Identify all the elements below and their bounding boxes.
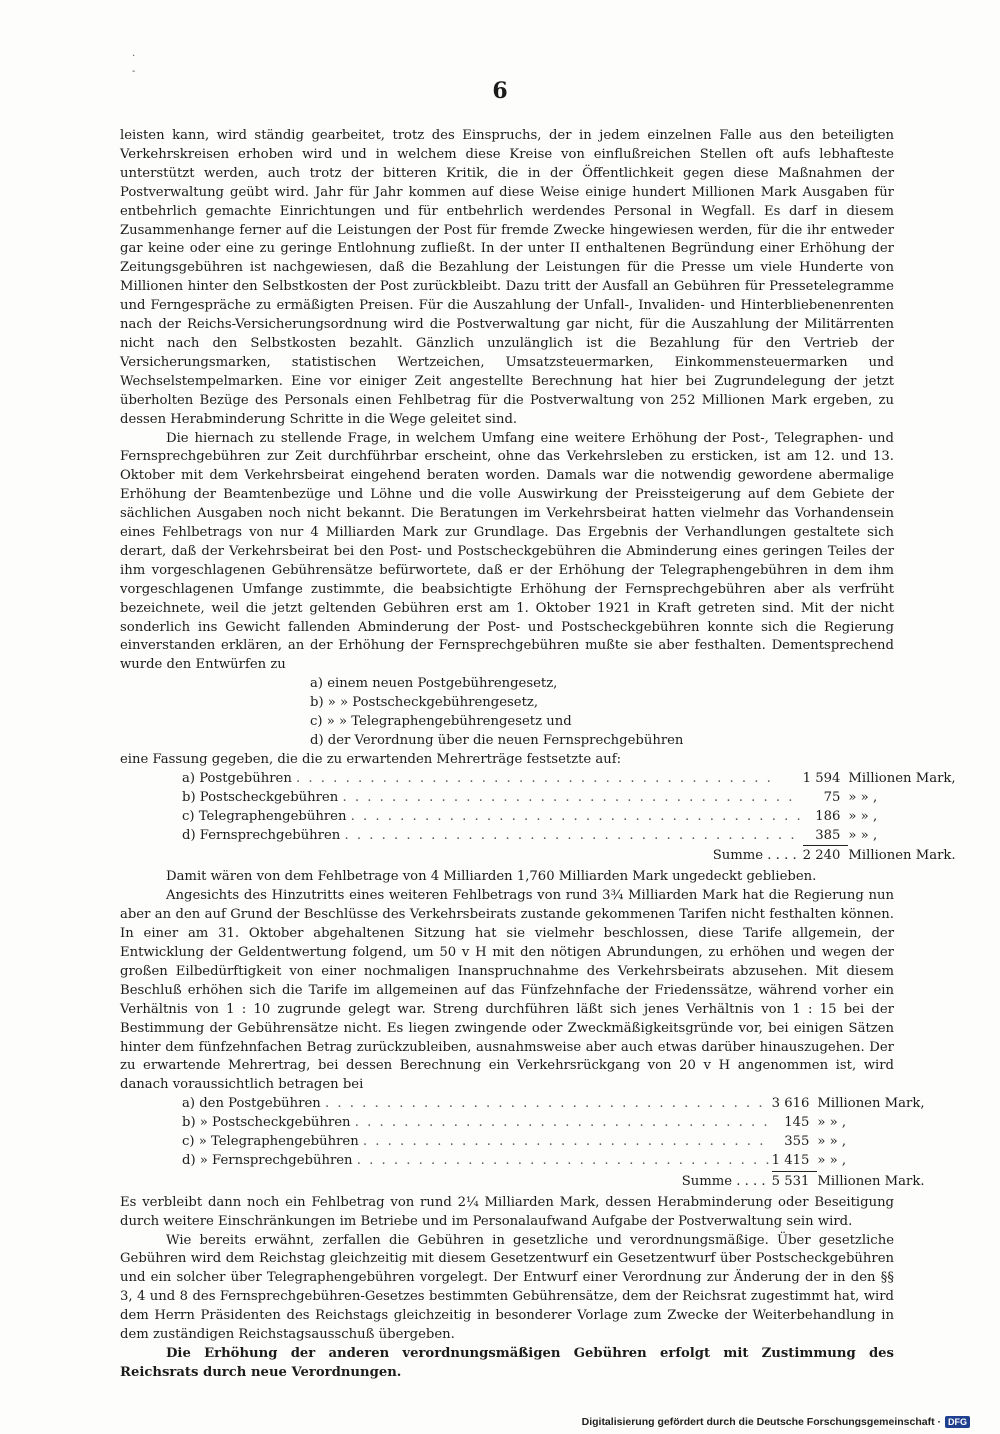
draft-list bbox=[120, 675, 894, 751]
row-label: b) Postscheckgebühren bbox=[182, 789, 339, 805]
sum-amount: 2 240 bbox=[803, 846, 849, 866]
sum-amount: 5 531 bbox=[772, 1171, 818, 1191]
table-row: d) Fernsprechgebühren . . . . . . . . . . . . . . . . . . . . . . . . . . . . . . . . . . . . . 385 » » , bbox=[120, 827, 956, 846]
document-body bbox=[120, 127, 956, 1383]
stray-mark: . bbox=[132, 48, 136, 59]
paragraph: leisten kann, wird ständig gearbeitet, trotz des Einspruchs, der in jedem einzelnen Falle aus den beteiligten Verkehrskreisen erhoben wird und in welchem diese Kreise von einflußreichen Stellen oft aufs lebhafteste unterstützt werden, auch trotz der bitteren Kritik, die in der Öffentlichkeit gegen diese Maßnahmen der Postverwaltung geübt wird. Jahr für Jahr kommen auf diese Weise einige hundert Millionen Mark Ausgaben für entbehrlich gemachte Einrichtungen und für entbehrlich werdendes Personal in Wegfall. Es darf in diesem Zusammenhange ferner auf die Leistungen der Post für fremde Zwecke hingewiesen werden, für die ihr entweder gar keine oder eine zu geringe Entlohnung zufließt. In der unter II enthaltenen Begründung einer Erhöhung der Zeitungsgebühren ist nachgewiesen, daß die Bezahlung der Leistungen für die Presse um viele Hunderte von Millionen hinter den Selbstkosten der Post zurückbleibt. Dazu tritt der Ausfall an Gebühren für Pressetelegramme und Ferngespräche zu ermäßigten Preisen. Für die Auszahlung der Unfall-, Invaliden- und Hinterbliebenenrenten nach der Reichs-Versicherungsordnung wird die Postverwaltung gar nicht, für die Auszahlung der Militärrenten nicht nach den Selbstkosten bezahlt. Gänzlich unzulänglich ist die Bezahlung für den Vertrieb der Versicherungsmarken, statistischen Wertzeichen, Umsatzsteuermarken, Einkommensteuermarken und Wechselstempelmarken. Eine vor einiger Zeit angestellte Berechnung hat hier bei Zugrundelegung der jetzt überholten Bezüge des Personals einen Fehlbetrag für die Postverwaltung von 252 Millionen Mark ergeben, zu dessen Herabminderung Schritte in die Wege geleitet sind. bbox=[120, 128, 894, 427]
digitization-credit bbox=[582, 1416, 970, 1428]
row-label: c) » Telegraphengebühren bbox=[182, 1134, 359, 1150]
list-item: b) » » Postscheckgebührengesetz, bbox=[310, 695, 539, 711]
row-amount: 186 bbox=[815, 808, 841, 824]
row-amount: 1 594 bbox=[802, 770, 841, 786]
list-item: c) » » Telegraphengebührengesetz und bbox=[310, 714, 572, 730]
row-label: d) » Fernsprechgebühren bbox=[182, 1153, 353, 1169]
row-unit: » » , bbox=[848, 828, 878, 844]
paragraph: eine Fassung gegeben, die die zu erwartenden Mehrerträge festsetzte auf: bbox=[120, 751, 622, 767]
table-row: c) » Telegraphengebühren . . . . . . . . . . . . . . . . . . . . . . . . . . . . . . . . . 355 » » , bbox=[120, 1133, 925, 1152]
sum-label: Summe . . . . bbox=[712, 848, 797, 864]
paragraph: Damit wären von dem Fehlbetrage von 4 Milliarden 1,760 Milliarden Mark ungedeckt geblieben. bbox=[166, 869, 817, 885]
revenue-table-2 bbox=[120, 1095, 925, 1192]
table-row: d) » Fernsprechgebühren . . . . . . . . . . . . . . . . . . . . . . . . . . . . . . . . . . 1 415 » » , bbox=[120, 1152, 925, 1171]
row-unit: Millionen Mark, bbox=[848, 770, 956, 786]
row-amount: 75 bbox=[823, 789, 841, 805]
sum-row bbox=[120, 1171, 925, 1191]
paragraph: Die Erhöhung der anderen verordnungsmäßigen Gebühren erfolgt mit Zustimmung des Reichsrats durch neue Verordnungen. bbox=[120, 1346, 894, 1380]
table-row: b) » Postscheckgebühren . . . . . . . . . . . . . . . . . . . . . . . . . . . . . . . . . . 145 » » , bbox=[120, 1114, 925, 1133]
row-unit: » » , bbox=[817, 1134, 847, 1150]
revenue-table-1 bbox=[120, 770, 956, 867]
stray-mark: - bbox=[132, 66, 136, 77]
row-unit: » » , bbox=[817, 1115, 847, 1131]
row-label: a) Postgebühren bbox=[182, 770, 292, 786]
page-number: 6 bbox=[492, 78, 508, 104]
row-unit: Millionen Mark, bbox=[817, 1096, 925, 1112]
row-label: a) den Postgebühren bbox=[182, 1096, 321, 1112]
row-unit: » » , bbox=[848, 789, 878, 805]
sum-unit: Millionen Mark. bbox=[848, 848, 956, 864]
row-label: b) » Postscheckgebühren bbox=[182, 1115, 351, 1131]
credit-text: Digitalisierung gefördert durch die Deutsche Forschungsgemeinschaft · bbox=[581, 1416, 941, 1428]
paragraph: Wie bereits erwähnt, zerfallen die Gebühren in gesetzliche und verordnungsmäßige. Über gesetzliche Gebühren wird dem Reichstag gleichzeitig mit diesem Gesetzentwurf ein Gesetzentwurf über Postscheckgebühren und ein solcher über Telegraphengebühren vorgelegt. Der Entwurf einer Verordnung zur Änderung der in den §§ 3, 4 und 8 des Fernsprechgebühren-Gesetzes bestimmten Gebührensätze, dem der Reichsrat zugestimmt hat, wird dem Herrn Präsidenten des Reichstags gleichzeitig in besonderer Vorlage zum Zwecke der Weiterbehandlung in dem zuständigen Reichstagsausschuß übergeben. bbox=[120, 1232, 894, 1343]
table-row: b) Postscheckgebühren . . . . . . . . . . . . . . . . . . . . . . . . . . . . . . . . . . . . . 75 » » , bbox=[120, 789, 956, 808]
paragraph: Die hiernach zu stellende Frage, in welchem Umfang eine weitere Erhöhung der Post-, Telegraphen- und Fernsprechgebühren zur Zeit durchführbar erscheint, ohne das Verkehrsleben zu ersticken, ist am 12. und 13. Oktober mit dem Verkehrsbeirat eingehend beraten worden. Damals war die notwendig gewordene abermalige Erhöhung der Beamtenbezüge und Löhne und die volle Auswirkung der Preissteigerung auf dem Gebiete der sächlichen Ausgaben noch nicht bekannt. Die Beratungen im Verkehrsbeirat hatten vielmehr das Vorhandensein eines Fehlbetrags von nur 4 Milliarden Mark zur Grundlage. Das Ergebnis der Verhandlungen gestaltete sich derart, daß der Verkehrsbeirat bei den Post- und Postscheckgebühren die Abminderung eines geringen Teiles der ihm vorgeschlagenen Gebührensätze befürwortete, daß er der Erhöhung der Telegraphengebühren in dem ihm vorgeschlagenen Umfange zustimmte, die beabsichtigte Erhöhung der Fernsprechgebühren aber als verfrüht bezeichnete, weil die jetzt geltenden Gebühren erst am 1. Oktober 1921 in Kraft getreten sind. Mit der nicht sonderlich ins Gewicht fallenden Abminderung der Post- und Postscheckgebühren konnte sich die Regierung einverstanden erklären, an der Erhöhung der Fernsprechgebühren mußte sie aber festhalten. Dementsprechend wurde den Entwürfen zu bbox=[120, 430, 894, 673]
paragraph: Es verbleibt dann noch ein Fehlbetrag von rund 2¼ Milliarden Mark, dessen Herabminderung oder Beseitigung durch weitere Einschränkungen im Betriebe und im Personalaufwand Aufgabe der Postverwaltung sein wird. bbox=[120, 1194, 894, 1229]
paragraph: Angesichts des Hinzutritts eines weiteren Fehlbetrags von rund 3¾ Milliarden Mark hat die Regierung nun aber an den auf Grund der Beschlüsse des Verkehrsbeirats zustande gekommenen Tarifen nicht festhalten können. In einer am 31. Oktober abgehaltenen Sitzung hat sie vielmehr beschlossen, diese Tarife allgemein, der Entwicklung der Geldentwertung folgend, um 50 v H mit den nötigen Abrundungen, zu erhöhen und wegen der großen Eilbedürftigkeit von einer nochmaligen Inanspruchnahme des Verkehrsbeirats abzusehen. Mit diesem Beschluß erhöhen sich die Tarife im allgemeinen auf das Fünfzehnfache der Friedenssätze, während vorher ein Verhältnis von 1 : 10 zugrunde gelegt war. Streng durchführen läßt sich jenes Verhältnis von 1 : 15 bei der Bestimmung der Gebührensätze nicht. Es liegen zwingende oder Zweckmäßigkeitsgründe vor, bei einigen Sätzen hinter dem fünfzehnfachen Betrag zurückzubleiben, ausnahmsweise aber auch etwas darüber hinauszugehen. Der zu erwartende Mehrertrag, bei dessen Berechnung ein Verkehrsrückgang von 20 v H angenommen ist, wird danach voraussichtlich betragen bei bbox=[120, 888, 894, 1093]
dfg-logo-icon: DFG bbox=[945, 1416, 970, 1428]
table-row: a) Postgebühren . . . . . . . . . . . . . . . . . . . . . . . . . . . . . . . . . . . . . . . 1 594 Millionen Mark, bbox=[120, 770, 956, 789]
list-item: a) einem neuen Postgebührengesetz, bbox=[310, 676, 558, 692]
row-unit: » » , bbox=[817, 1153, 847, 1169]
row-amount: 3 616 bbox=[771, 1096, 810, 1112]
row-label: d) Fernsprechgebühren bbox=[182, 828, 341, 844]
row-amount: 145 bbox=[784, 1115, 810, 1131]
sum-row bbox=[120, 846, 956, 866]
sum-label: Summe . . . . bbox=[681, 1173, 766, 1189]
list-item: d) der Verordnung über die neuen Fernsprechgebühren bbox=[310, 733, 684, 748]
row-amount: 1 415 bbox=[771, 1152, 810, 1168]
table-row: c) Telegraphengebühren . . . . . . . . . . . . . . . . . . . . . . . . . . . . . . . . . . . . . 186 » » , bbox=[120, 808, 956, 827]
row-amount: 385 bbox=[815, 827, 841, 843]
sum-unit: Millionen Mark. bbox=[817, 1173, 925, 1189]
row-label: c) Telegraphengebühren bbox=[182, 808, 347, 824]
row-unit: » » , bbox=[848, 808, 878, 824]
row-amount: 355 bbox=[784, 1134, 810, 1150]
table-row: a) den Postgebühren . . . . . . . . . . . . . . . . . . . . . . . . . . . . . . . . . . . . 3 616 Millionen Mark, bbox=[120, 1095, 925, 1114]
